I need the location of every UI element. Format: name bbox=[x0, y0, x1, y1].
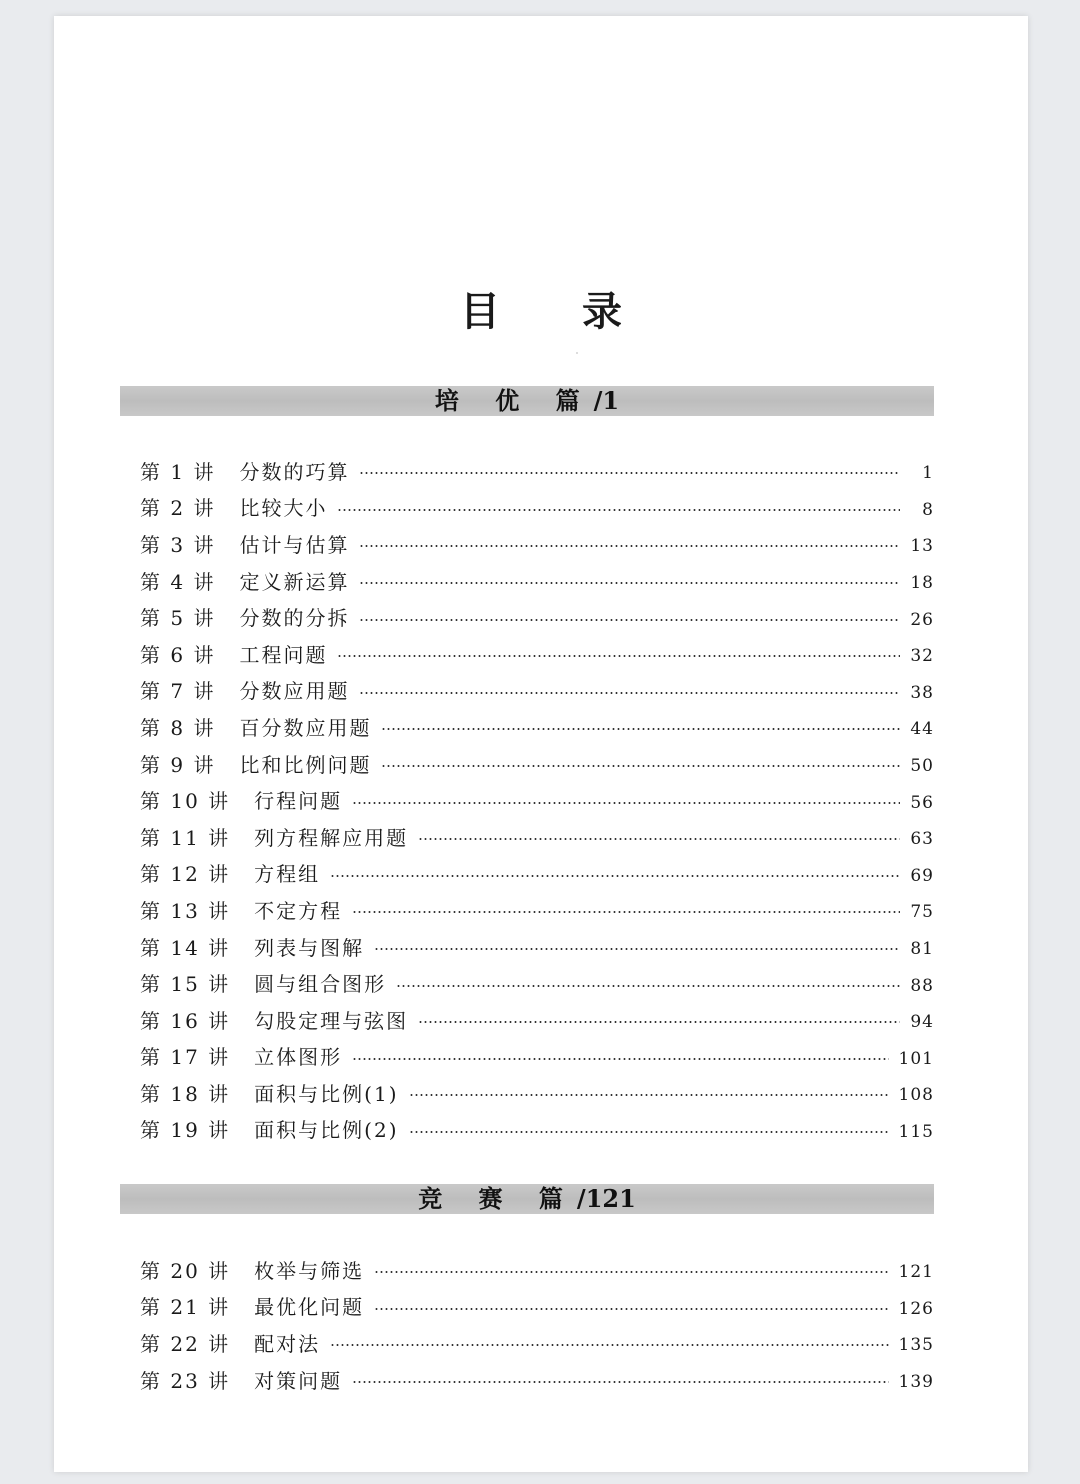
toc-entry[interactable] bbox=[140, 891, 934, 928]
lecture-number: 第 17 讲 bbox=[140, 1045, 231, 1070]
toc-entry[interactable] bbox=[140, 1324, 934, 1361]
lecture-number: 第 19 讲 bbox=[140, 1118, 231, 1143]
document-page bbox=[54, 16, 1028, 1472]
lecture-number: 第 6 讲 bbox=[140, 642, 216, 667]
section-page: /1 bbox=[593, 386, 620, 415]
toc-entry[interactable] bbox=[140, 1038, 934, 1075]
lecture-title: 不定方程 bbox=[254, 898, 343, 923]
page-number: 38 bbox=[910, 682, 934, 703]
lecture-title: 勾股定理与弦图 bbox=[254, 1008, 409, 1033]
lecture-title: 估计与估算 bbox=[239, 532, 350, 557]
page-title-char-2: 录 bbox=[582, 289, 622, 335]
page-number: 81 bbox=[910, 939, 934, 960]
lecture-number: 第 5 讲 bbox=[140, 606, 216, 631]
leader-dots bbox=[352, 1381, 888, 1383]
page-number: 44 bbox=[910, 719, 934, 740]
page-number: 101 bbox=[898, 1048, 934, 1069]
leader-dots bbox=[381, 765, 900, 767]
lecture-title: 面积与比例(1) bbox=[254, 1081, 399, 1106]
page-number: 115 bbox=[898, 1121, 934, 1142]
toc-entry[interactable] bbox=[140, 1001, 934, 1038]
leader-dots bbox=[359, 472, 900, 474]
lecture-number: 第 13 讲 bbox=[140, 898, 231, 923]
lecture-title: 分数应用题 bbox=[239, 679, 350, 704]
page-number: 108 bbox=[898, 1085, 934, 1106]
lecture-title: 比和比例问题 bbox=[239, 752, 372, 777]
lecture-title: 分数的分拆 bbox=[239, 606, 350, 631]
section-header-jingsai bbox=[120, 1184, 934, 1214]
toc-entry[interactable] bbox=[140, 745, 934, 782]
toc-entry[interactable] bbox=[140, 672, 934, 709]
lecture-number: 第 23 讲 bbox=[140, 1368, 231, 1393]
lecture-title: 分数的巧算 bbox=[239, 459, 350, 484]
page-title bbox=[54, 288, 1028, 336]
lecture-number: 第 3 讲 bbox=[140, 532, 216, 557]
page-number: 139 bbox=[898, 1372, 934, 1393]
leader-dots bbox=[374, 948, 900, 950]
leader-dots bbox=[330, 875, 900, 877]
toc-list-peiyou bbox=[140, 452, 934, 1147]
leader-dots bbox=[359, 619, 900, 621]
page-number: 135 bbox=[898, 1335, 934, 1356]
leader-dots bbox=[337, 655, 900, 657]
toc-list-jingsai bbox=[140, 1251, 934, 1397]
leader-dots bbox=[381, 728, 900, 730]
page-number: 50 bbox=[910, 756, 934, 777]
leader-dots bbox=[409, 1094, 889, 1096]
toc-entry[interactable] bbox=[140, 525, 934, 562]
leader-dots bbox=[359, 582, 900, 584]
lecture-title: 枚举与筛选 bbox=[254, 1258, 365, 1283]
lecture-number: 第 22 讲 bbox=[140, 1331, 231, 1356]
page-number: 56 bbox=[910, 792, 934, 813]
toc-entry[interactable] bbox=[140, 1251, 934, 1288]
lecture-title: 定义新运算 bbox=[239, 569, 350, 594]
toc-entry[interactable] bbox=[140, 562, 934, 599]
lecture-title: 圆与组合图形 bbox=[254, 972, 387, 997]
leader-dots bbox=[359, 545, 900, 547]
leader-dots bbox=[396, 985, 900, 987]
page-number: 1 bbox=[922, 463, 934, 484]
toc-entry[interactable] bbox=[140, 1074, 934, 1111]
page-number: 94 bbox=[910, 1012, 934, 1033]
lecture-number: 第 16 讲 bbox=[140, 1008, 231, 1033]
lecture-number: 第 8 讲 bbox=[140, 715, 216, 740]
lecture-number: 第 1 讲 bbox=[140, 459, 216, 484]
lecture-number: 第 4 讲 bbox=[140, 569, 216, 594]
section-label: 培 优 篇 bbox=[434, 386, 594, 415]
leader-dots bbox=[418, 838, 900, 840]
lecture-number: 第 18 讲 bbox=[140, 1081, 231, 1106]
toc-entry[interactable] bbox=[140, 781, 934, 818]
page-number: 75 bbox=[910, 902, 934, 923]
lecture-number: 第 10 讲 bbox=[140, 789, 231, 814]
lecture-number: 第 21 讲 bbox=[140, 1295, 231, 1320]
lecture-title: 列表与图解 bbox=[254, 935, 365, 960]
leader-dots bbox=[409, 1131, 889, 1133]
lecture-number: 第 7 讲 bbox=[140, 679, 216, 704]
page-number: 18 bbox=[910, 573, 934, 594]
leader-dots bbox=[352, 802, 900, 804]
leader-dots bbox=[337, 509, 900, 511]
lecture-title: 面积与比例(2) bbox=[254, 1118, 399, 1143]
leader-dots bbox=[418, 1021, 900, 1023]
toc-entry[interactable] bbox=[140, 1361, 934, 1398]
lecture-title: 配对法 bbox=[254, 1331, 321, 1356]
leader-dots bbox=[330, 1344, 888, 1346]
lecture-title: 比较大小 bbox=[239, 496, 328, 521]
lecture-number: 第 20 讲 bbox=[140, 1258, 231, 1283]
toc-entry[interactable] bbox=[140, 1288, 934, 1325]
lecture-number: 第 11 讲 bbox=[140, 825, 231, 850]
lecture-title: 立体图形 bbox=[254, 1045, 343, 1070]
leader-dots bbox=[374, 1271, 888, 1273]
toc-entry[interactable] bbox=[140, 452, 934, 489]
page-title-char-1: 目 bbox=[460, 289, 500, 335]
scan-speck bbox=[576, 352, 578, 354]
toc-entry[interactable] bbox=[140, 489, 934, 526]
page-number: 69 bbox=[910, 865, 934, 886]
leader-dots bbox=[352, 1058, 888, 1060]
section-page: /121 bbox=[576, 1184, 636, 1213]
page-number: 126 bbox=[898, 1298, 934, 1319]
page-number: 13 bbox=[910, 536, 934, 557]
lecture-title: 列方程解应用题 bbox=[254, 825, 409, 850]
toc-entry[interactable] bbox=[140, 855, 934, 892]
page-number: 63 bbox=[910, 829, 934, 850]
leader-dots bbox=[374, 1308, 888, 1310]
page-number: 88 bbox=[910, 975, 934, 996]
toc-entry[interactable] bbox=[140, 818, 934, 855]
lecture-title: 对策问题 bbox=[254, 1368, 343, 1393]
page-number: 8 bbox=[922, 499, 934, 520]
page-number: 121 bbox=[898, 1262, 934, 1283]
lecture-number: 第 12 讲 bbox=[140, 862, 231, 887]
section-header-peiyou bbox=[120, 386, 934, 416]
lecture-title: 行程问题 bbox=[254, 789, 343, 814]
lecture-title: 最优化问题 bbox=[254, 1295, 365, 1320]
section-label: 竞 赛 篇 bbox=[418, 1184, 577, 1213]
toc-entry[interactable] bbox=[140, 964, 934, 1001]
lecture-title: 方程组 bbox=[254, 862, 321, 887]
toc-entry[interactable] bbox=[140, 708, 934, 745]
lecture-number: 第 2 讲 bbox=[140, 496, 216, 521]
toc-entry[interactable] bbox=[140, 928, 934, 965]
leader-dots bbox=[359, 692, 900, 694]
page-number: 32 bbox=[910, 646, 934, 667]
leader-dots bbox=[352, 911, 900, 913]
lecture-number: 第 15 讲 bbox=[140, 972, 231, 997]
lecture-title: 百分数应用题 bbox=[239, 715, 372, 740]
toc-entry[interactable] bbox=[140, 598, 934, 635]
toc-entry[interactable] bbox=[140, 1111, 934, 1148]
lecture-title: 工程问题 bbox=[239, 642, 328, 667]
lecture-number: 第 9 讲 bbox=[140, 752, 216, 777]
page-number: 26 bbox=[910, 609, 934, 630]
lecture-number: 第 14 讲 bbox=[140, 935, 231, 960]
toc-entry[interactable] bbox=[140, 635, 934, 672]
